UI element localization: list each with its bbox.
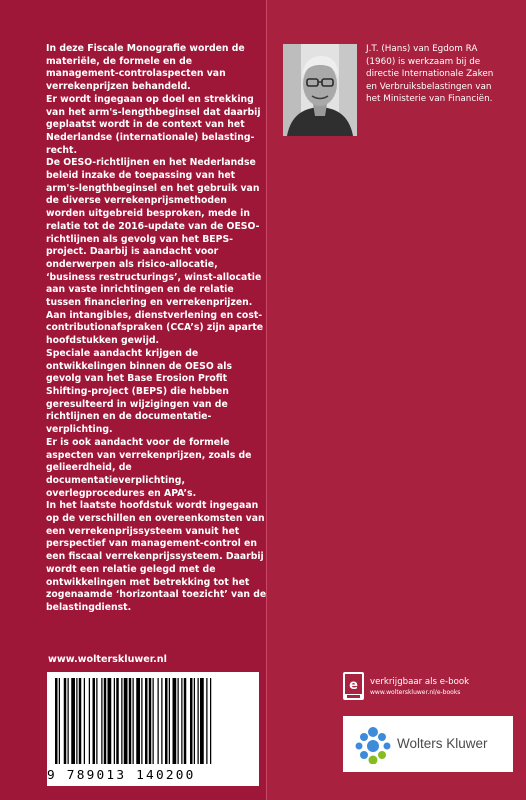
description-paragraph-4: Aan intangibles, dienstverlening en cost-contributionafspraken (CCA’s) zijn aparte hoofdstukken gewijd.	[46, 309, 264, 347]
barcode-bars	[47, 672, 259, 772]
ebook-url: www.wolterskluwer.nl/e-books	[370, 689, 461, 696]
wolters-kluwer-logo-icon	[353, 724, 393, 764]
book-description	[46, 43, 268, 615]
description-paragraph-1: In deze Fiscale Monografie worden de materiële, de formele en de management-controlaspecten van verrekenprijzen behandeld.	[46, 43, 245, 93]
description-paragraph-5: Speciale aandacht krijgen de ontwikkelingen binnen de OESO als gevolg van het Base Erosion Profit Shifting-project (BEPS) die hebben geresulteerd in wijzigingen van de richtlijnen en de documentatie-verplichting.	[46, 347, 232, 436]
publisher-website: www.wolterskluwer.nl	[48, 654, 167, 665]
ebook-icon-letter: e	[349, 678, 358, 693]
author-bio: J.T. (Hans) van Egdom RA (1960) is werkzaam bij de directie Internationale Zaken en Verbruiksbelastingen van het Ministerie van Financiën.	[366, 44, 494, 105]
author-portrait-image	[283, 44, 357, 136]
description-paragraph-3: De OESO-richtlijnen en het Nederlandse beleid inzake de toepassing van het arm's-lengthbeginsel en het gebruik van de diverse verrekenprijsmethoden worden uitgebreid besproken, mede in relatie tot de 2016-update van de OESO-richtlijnen als gevolg van het BEPS-project. Daarbij is aandacht voor onderwerpen als risico-allocatie, ‘business restructurings’, winst-allocatie aan vaste inrichtingen en de relatie tussen financiering en verrekenprijzen.	[46, 157, 262, 309]
publisher-logo-box	[343, 716, 513, 772]
description-paragraph-6: Er is ook aandacht voor de formele aspecten van verrekenprijzen, zoals de gelieerdheid, de documentatieverplichting, overlegprocedures en APA’s.	[46, 436, 252, 499]
description-paragraph-2: Er wordt ingegaan op doel en strekking van het arm's-lengthbeginsel dat daarbij geplaatst wordt in de context van het Nederlandse (internationale) belasting-recht.	[46, 93, 261, 156]
author-photo	[283, 44, 357, 136]
publisher-name: Wolters Kluwer	[397, 736, 488, 751]
ebook-availability-label: verkrijgbaar als e-book	[370, 677, 470, 687]
ebook-icon	[343, 672, 364, 700]
isbn-barcode	[47, 672, 259, 786]
isbn-digits: 9 789013 140200	[47, 768, 196, 783]
description-paragraph-7: In het laatste hoofdstuk wordt ingegaan op de verschillen en overeenkomsten van een verrekenprijssysteem vanuit het perspectief van management-control en een fiscaal verrekenprijssysteem. Daarbij wordt een relatie gelegd met de ontwikkelingen met betrekking tot het zogenaamde ‘horizontaal toezicht’ van de belastingdienst.	[46, 500, 267, 613]
